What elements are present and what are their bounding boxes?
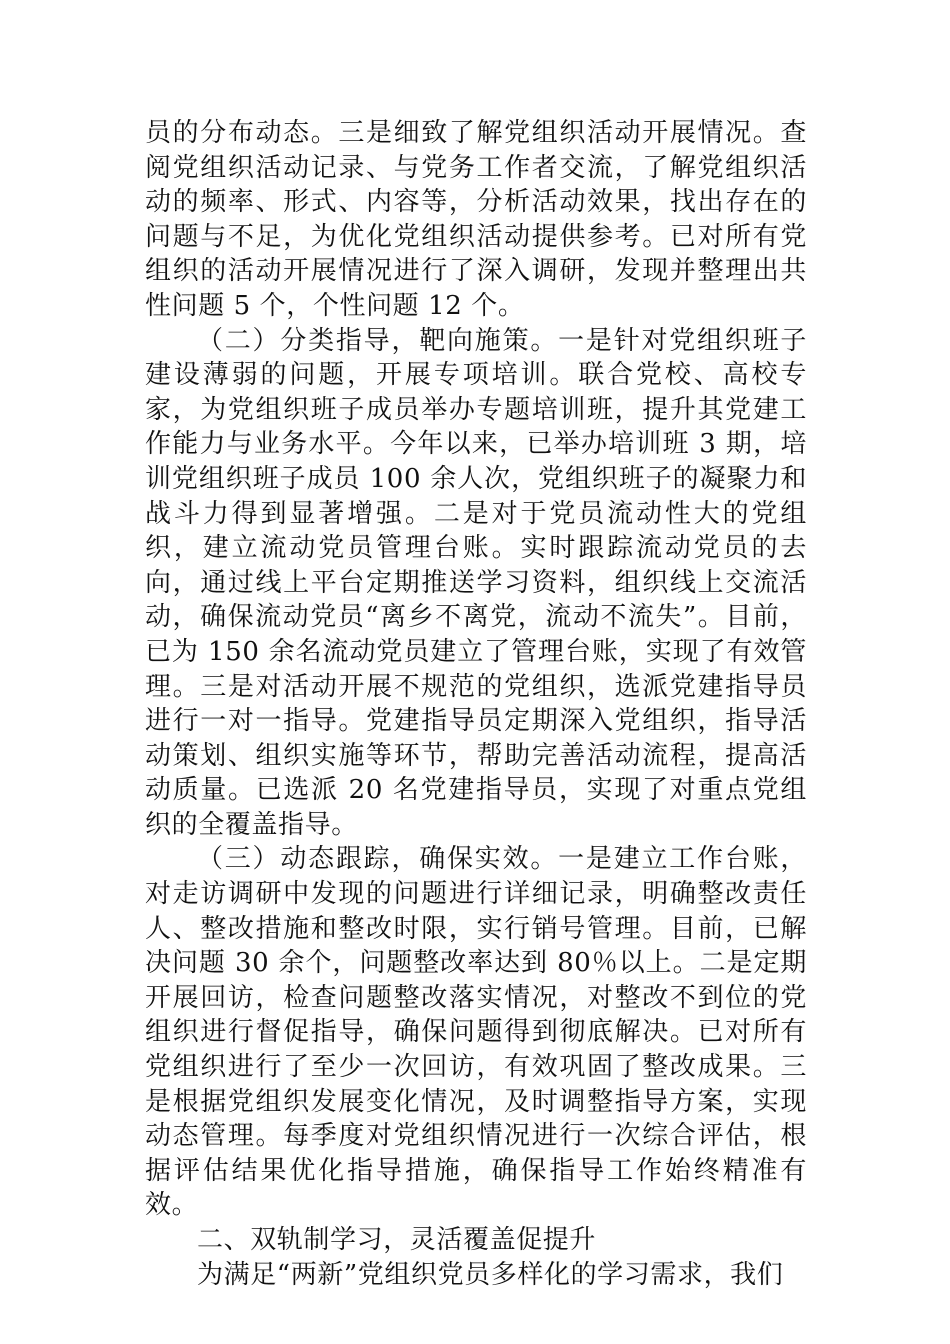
paragraph-section-3: （三）动态跟踪，确保实效。一是建立工作台账，对走访调研中发现的问题进行详细记录，明确整改责任人、整改措施和整改时限，实行销号管理。目前，已解决问题 30 余个，问题整改率达到 80％以上。二是定期开展回访，检查问题整改落实情况，对整改不到位的党组织进行督促指导，确保问题得到彻底解决。已对所有党组织进行了至少一次回访，有效巩固了整改成果。三是根据党组织发展变化情况，及时调整指导方案，实现动态管理。每季度对党组织情况进行一次综合评估，根据评估结果优化指导措施，确保指导工作始终精准有效。 [145,844,807,1221]
paragraph-final: 为满足“两新”党组织党员多样化的学习需求，我们 [197,1259,784,1290]
document-page [145,116,807,1292]
section-heading-2: 二、双轨制学习，灵活覆盖促提升 [197,1225,597,1255]
paragraph-section-2: （二）分类指导，靶向施策。一是针对党组织班子建设薄弱的问题，开展专项培训。联合党校、高校专家，为党组织班子成员举办专题培训班，提升其党建工作能力与业务水平。今年以来，已举办培训班 3 期，培训党组织班子成员 100 余人次，党组织班子的凝聚力和战斗力得到显著增强。二是对于党员流动性大的党组织，建立流动党员管理台账。实时跟踪流动党员的去向，通过线上平台定期推送学习资料，组织线上交流活动，确保流动党员“离乡不离党，流动不流失”。目前，已为 150 余名流动党员建立了管理台账，实现了有效管理。三是对活动开展不规范的党组织，选派党建指导员进行一对一指导。党建指导员定期深入党组织，指导活动策划、组织实施等环节，帮助完善活动流程，提高活动质量。已选派 20 名党建指导员，实现了对重点党组织的全覆盖指导。 [145,325,807,840]
paragraph-continued: 员的分布动态。三是细致了解党组织活动开展情况。查阅党组织活动记录、与党务工作者交流，了解党组织活动的频率、形式、内容等，分析活动效果，找出存在的问题与不足，为优化党组织活动提供参考。已对所有党组织的活动开展情况进行了深入调研，发现并整理出共性问题 5 个，个性问题 12 个。 [145,118,807,321]
